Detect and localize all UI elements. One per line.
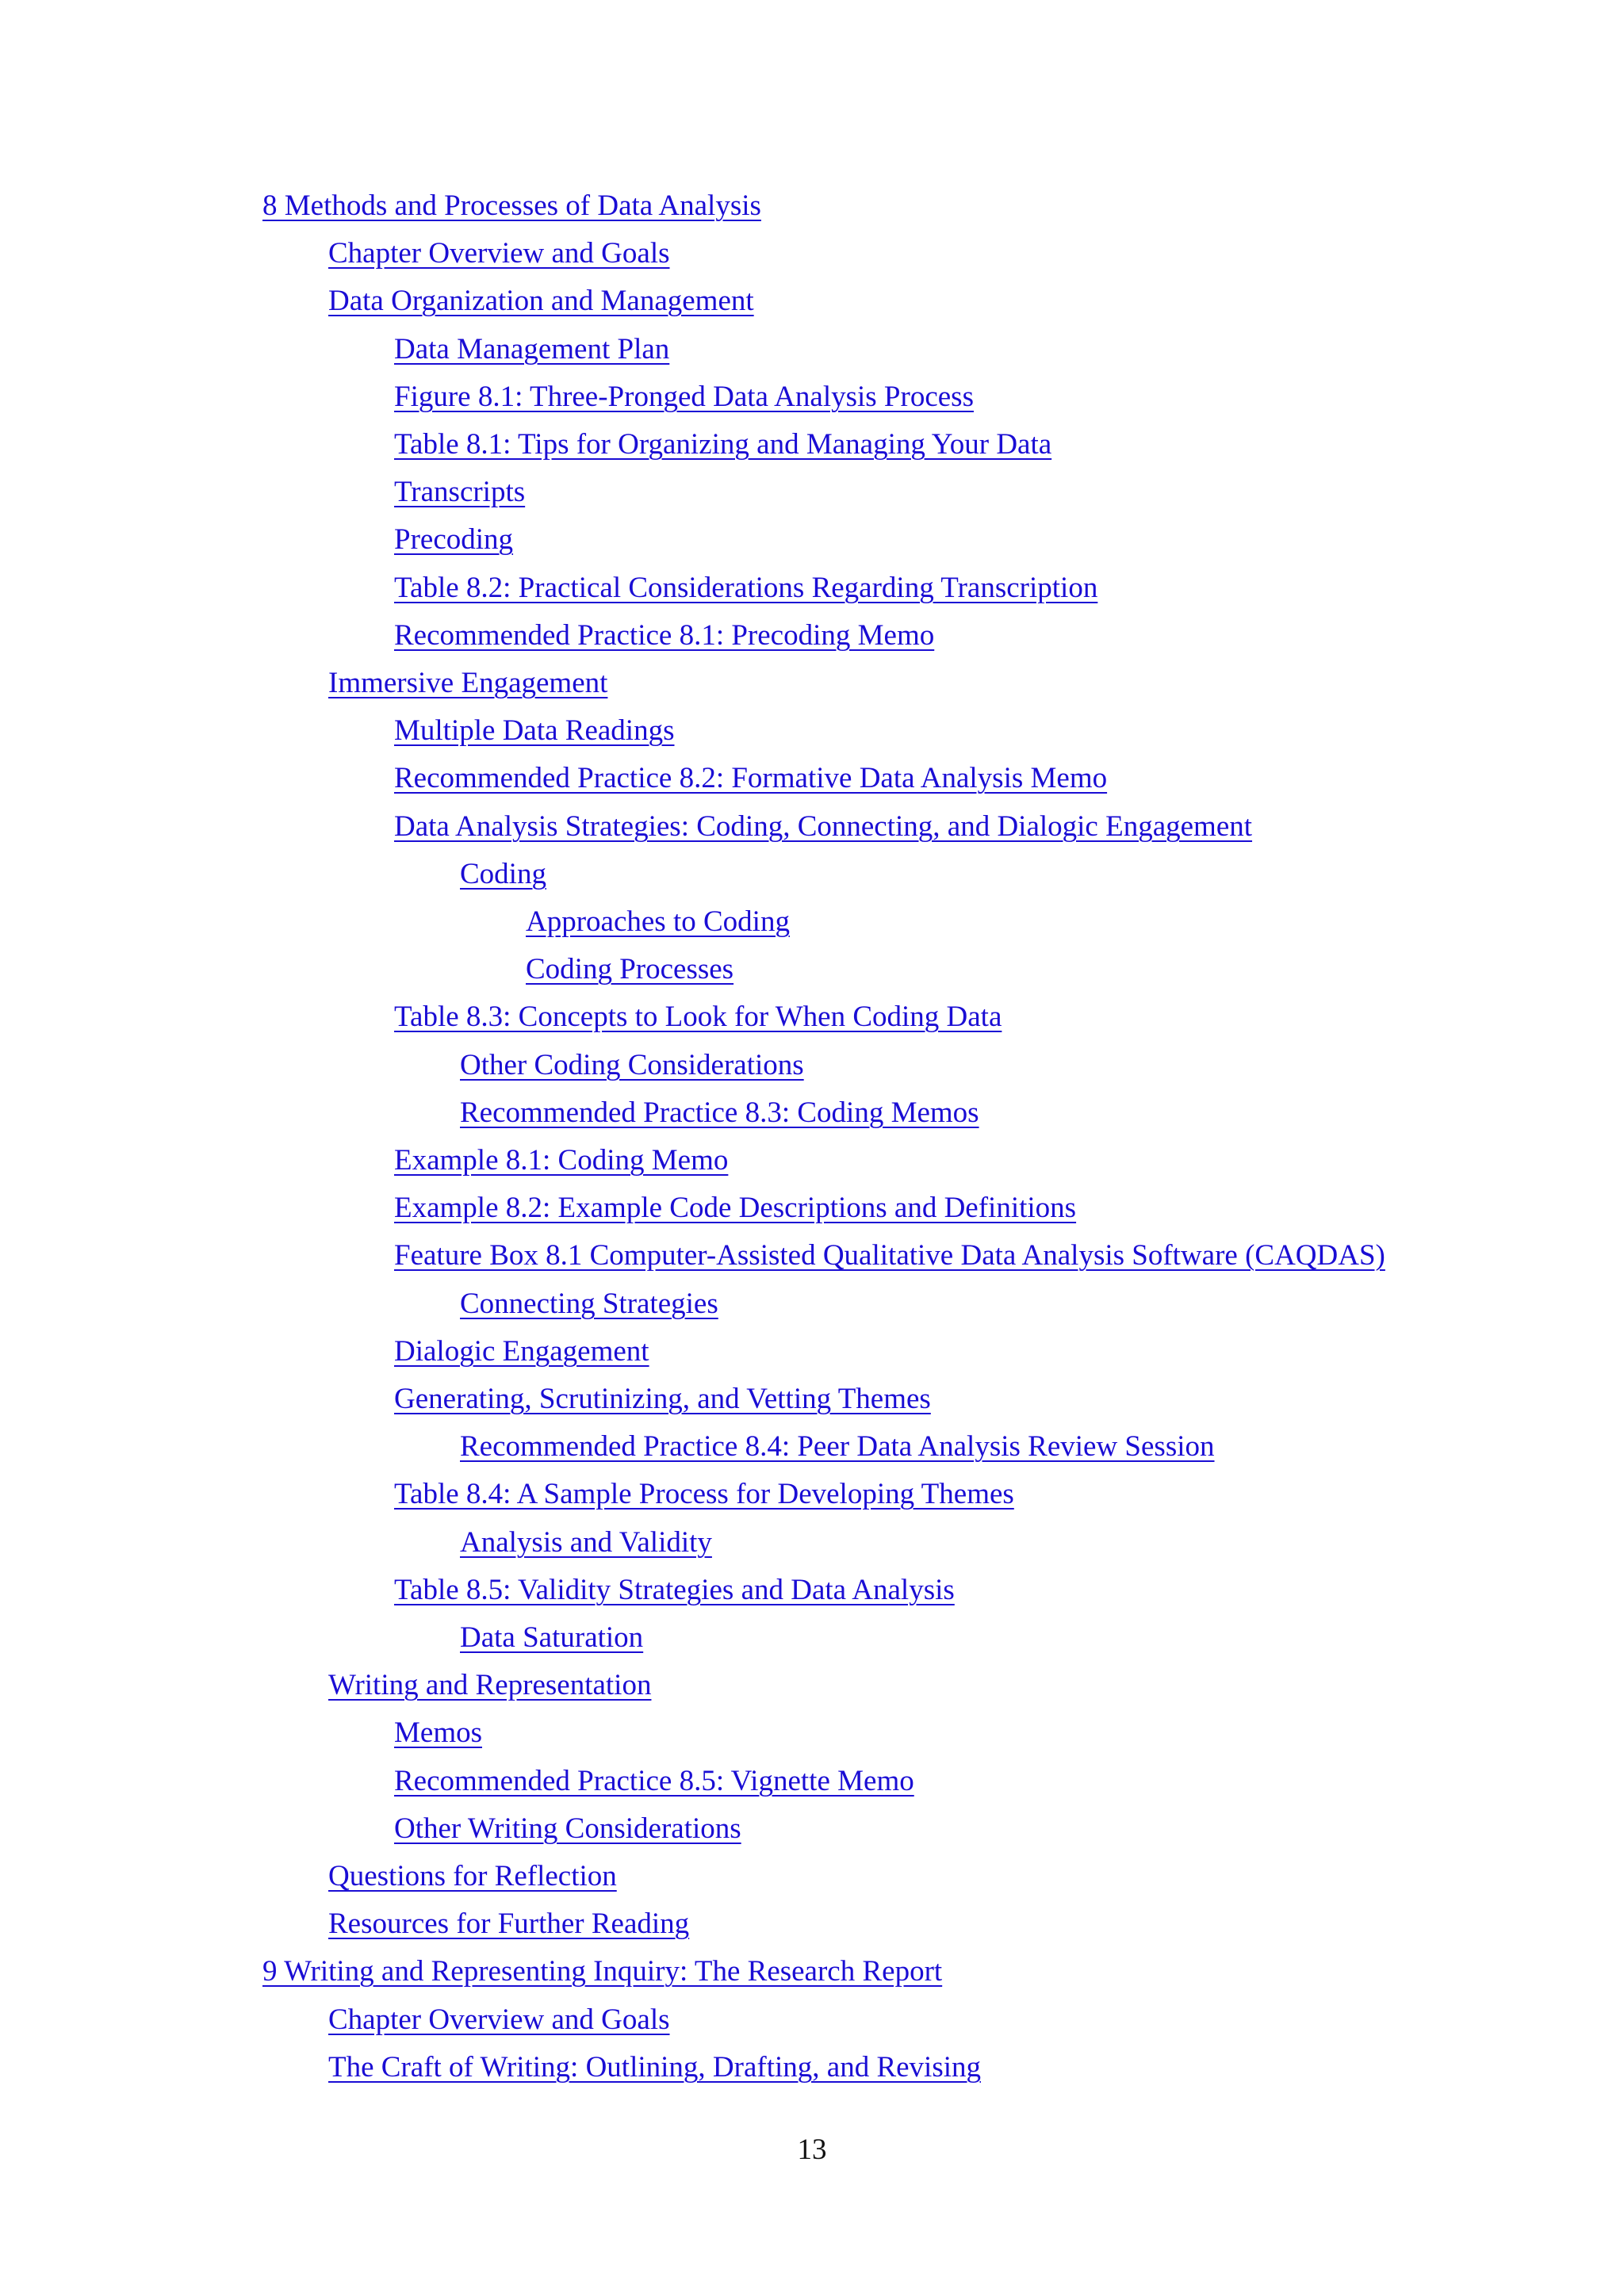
toc-entry[interactable]: The Craft of Writing: Outlining, Drafting, and Revising [328, 2051, 981, 2084]
toc-entry[interactable]: Feature Box 8.1 Computer-Assisted Qualitative Data Analysis Software (CAQDAS) [394, 1239, 1385, 1272]
toc-entry[interactable]: Questions for Reflection [328, 1860, 617, 1892]
toc-entry[interactable]: Chapter Overview and Goals [328, 237, 670, 270]
toc-entry[interactable]: Chapter Overview and Goals [328, 2003, 670, 2036]
toc-entry[interactable]: Recommended Practice 8.5: Vignette Memo [394, 1765, 914, 1797]
toc-entry[interactable]: Recommended Practice 8.1: Precoding Memo [394, 619, 935, 652]
toc-entry[interactable]: Coding [460, 858, 546, 890]
toc-entry[interactable]: Table 8.5: Validity Strategies and Data Analysis [394, 1574, 955, 1606]
toc-entry[interactable]: Memos [394, 1716, 482, 1749]
toc-entry[interactable]: Approaches to Coding [526, 905, 790, 938]
toc-entry[interactable]: Other Coding Considerations [460, 1049, 804, 1081]
toc-entry[interactable]: Connecting Strategies [460, 1288, 718, 1320]
toc-entry[interactable]: Table 8.2: Practical Considerations Regarding Transcription [394, 572, 1098, 604]
toc-entry[interactable]: 9 Writing and Representing Inquiry: The Research Report [262, 1955, 943, 1988]
toc-entry[interactable]: Transcripts [394, 476, 526, 508]
toc-entry[interactable]: Table 8.4: A Sample Process for Developing Themes [394, 1478, 1014, 1510]
toc-entry[interactable]: Recommended Practice 8.3: Coding Memos [460, 1096, 979, 1129]
toc-entry[interactable]: 8 Methods and Processes of Data Analysis [262, 189, 761, 222]
toc-entry[interactable]: Recommended Practice 8.2: Formative Data Analysis Memo [394, 762, 1108, 794]
toc-entry[interactable]: Table 8.1: Tips for Organizing and Managing Your Data [394, 428, 1052, 461]
toc-entry[interactable]: Figure 8.1: Three-Pronged Data Analysis Process [394, 381, 974, 413]
toc-entry[interactable]: Analysis and Validity [460, 1526, 712, 1559]
toc-entry[interactable]: Generating, Scrutinizing, and Vetting Themes [394, 1383, 931, 1415]
toc-entry[interactable]: Data Saturation [460, 1621, 644, 1654]
toc-entry[interactable]: Other Writing Considerations [394, 1812, 741, 1845]
toc-entry[interactable]: Table 8.3: Concepts to Look for When Coding Data [394, 1001, 1002, 1033]
page-number: 13 [797, 2133, 827, 2166]
toc-entry[interactable]: Precoding [394, 523, 514, 556]
toc-entry[interactable]: Example 8.2: Example Code Descriptions and Definitions [394, 1192, 1077, 1224]
toc-entry[interactable]: Data Management Plan [394, 333, 670, 365]
toc-entry[interactable]: Coding Processes [526, 953, 734, 985]
toc-entry[interactable]: Recommended Practice 8.4: Peer Data Analysis Review Session [460, 1430, 1215, 1463]
toc-entry[interactable]: Dialogic Engagement [394, 1335, 649, 1368]
toc-entry[interactable]: Resources for Further Reading [328, 1908, 690, 1940]
toc-entry[interactable]: Data Organization and Management [328, 285, 754, 317]
toc-entry[interactable]: Writing and Representation [328, 1669, 652, 1701]
toc-entry[interactable]: Data Analysis Strategies: Coding, Connecting, and Dialogic Engagement [394, 810, 1253, 843]
toc-entry[interactable]: Immersive Engagement [328, 667, 608, 699]
toc-entry[interactable]: Multiple Data Readings [394, 714, 675, 747]
toc-entry[interactable]: Example 8.1: Coding Memo [394, 1144, 729, 1177]
